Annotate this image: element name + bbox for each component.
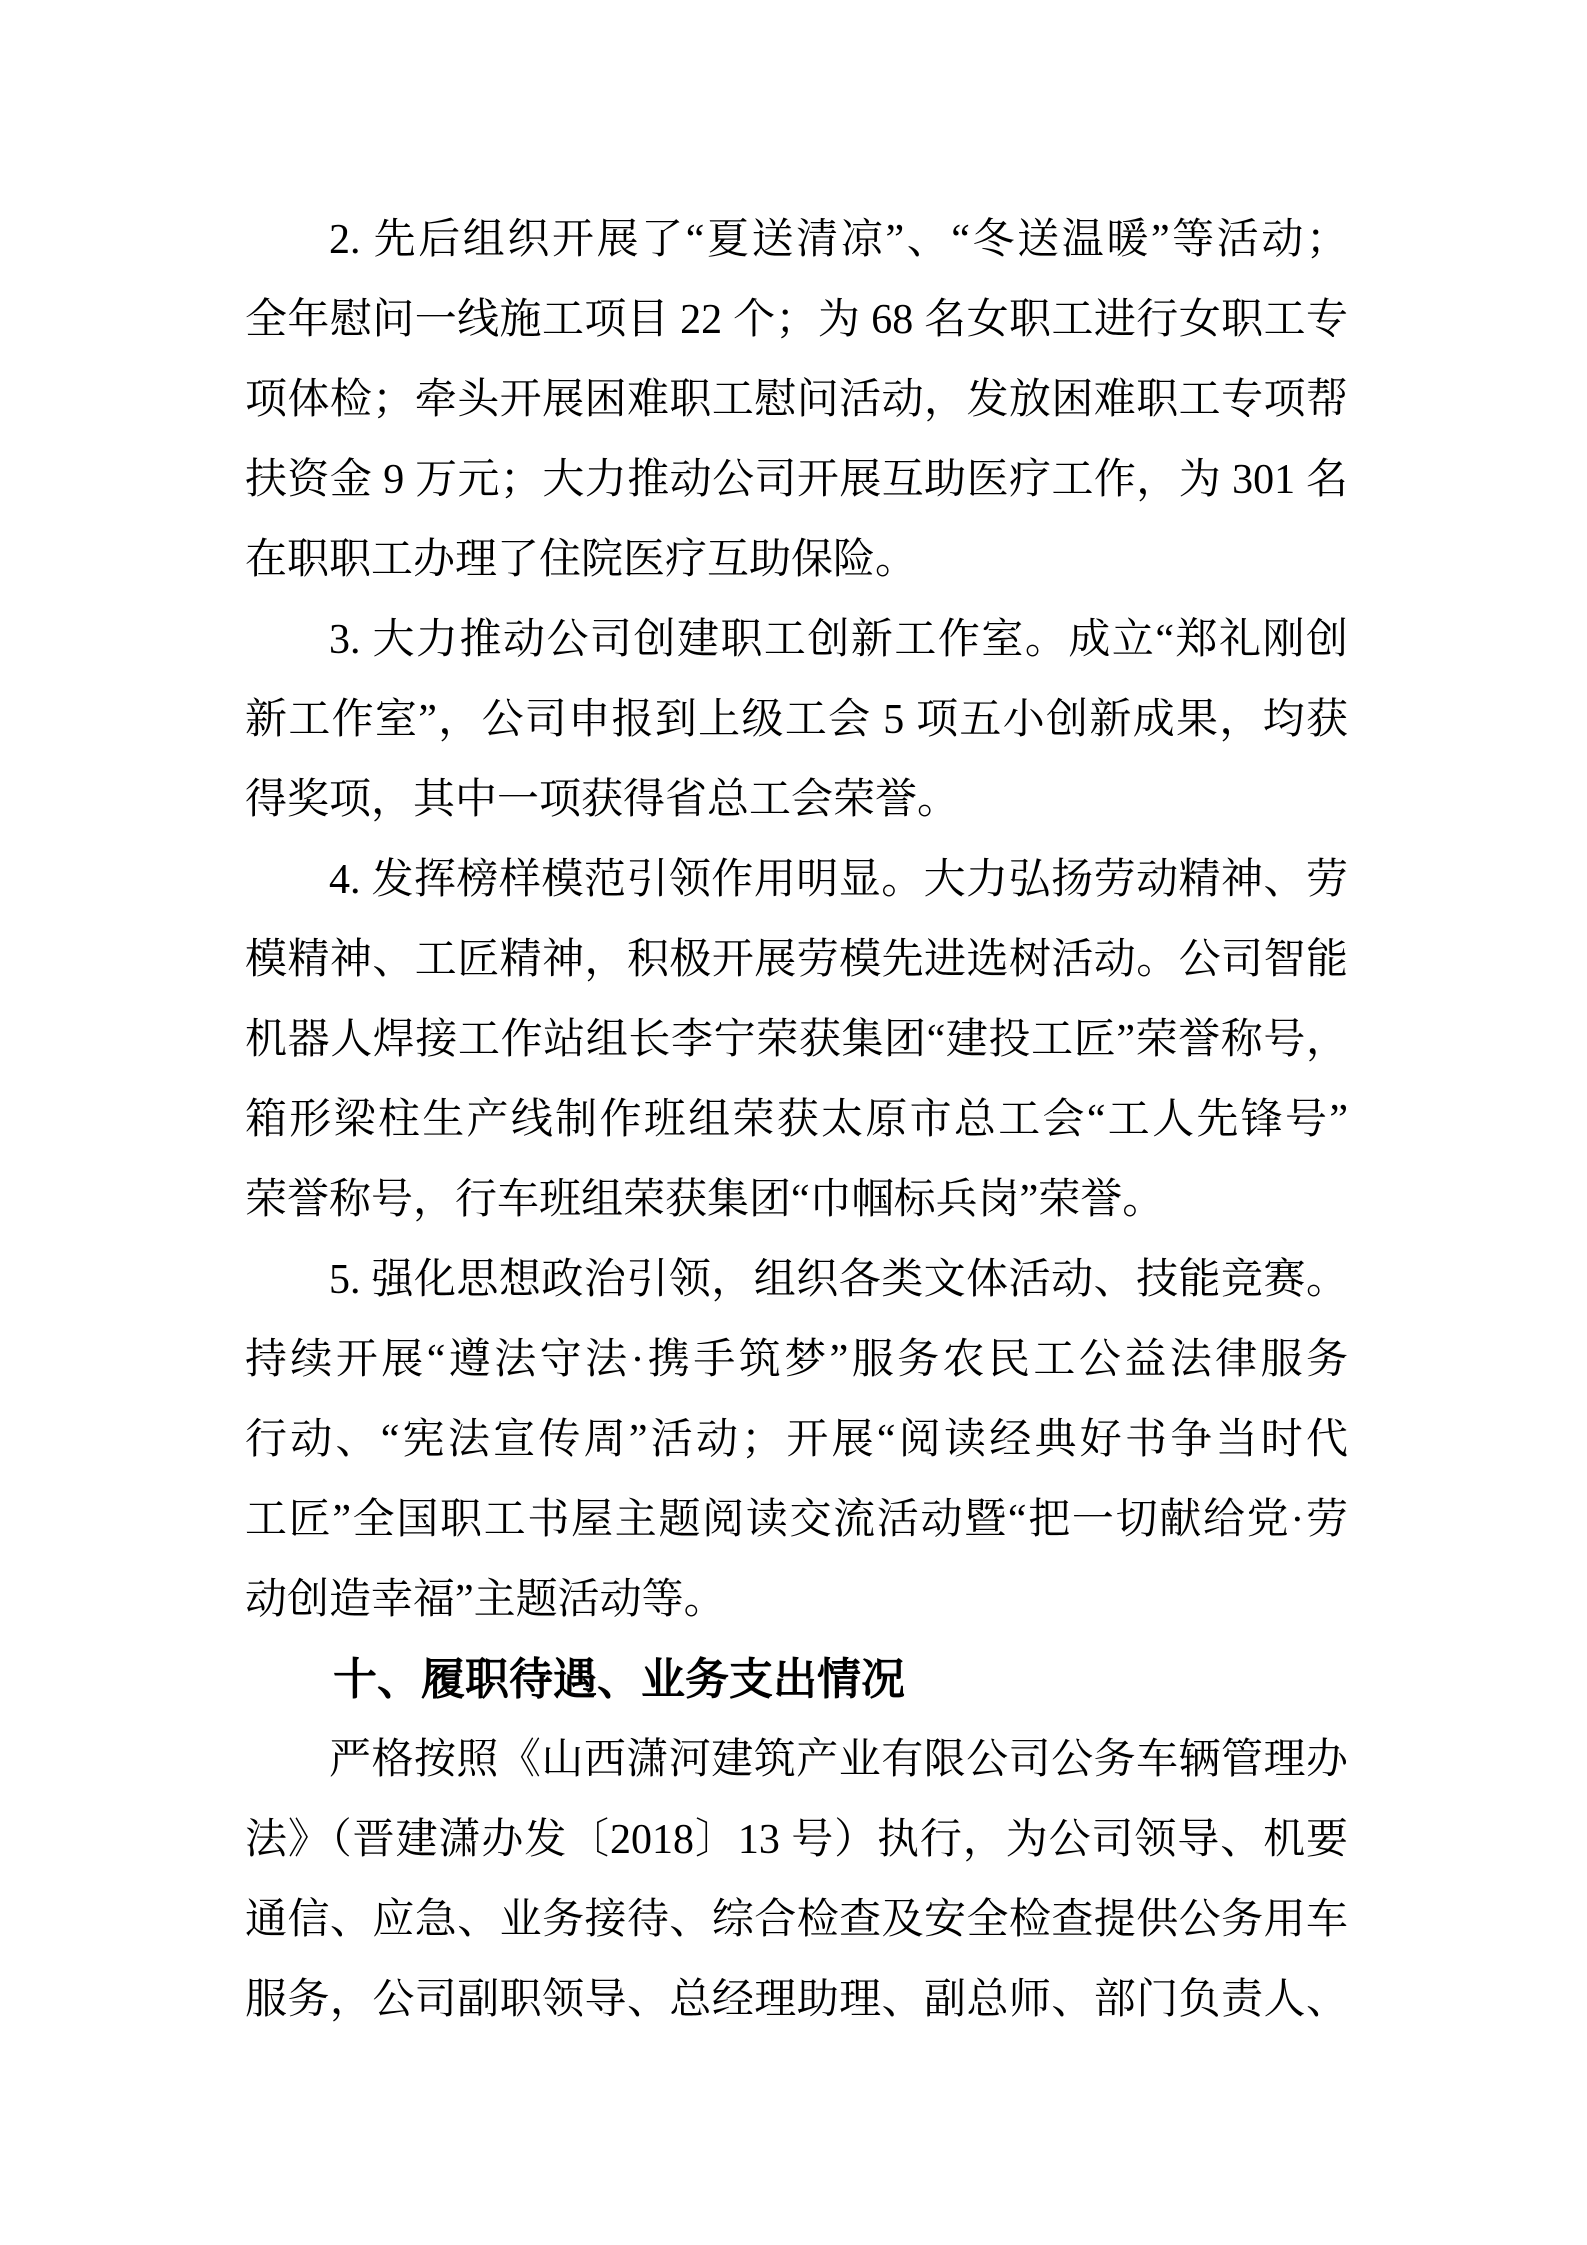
text-line: 2. 先后组织开展了“夏送清凉”、“冬送温暖”等活动； [329,217,1348,263]
text-line: 在职职工办理了住院医疗互助保险。 [245,537,918,583]
text-line: 持续开展“遵法守法·携手筑梦”服务农民工公益法律服务 [245,1337,1348,1383]
text-line: 得奖项，其中一项获得省总工会荣誉。 [245,777,960,823]
text-line: 全年慰问一线施工项目 22 个；为 68 名女职工进行女职工专 [245,297,1348,343]
document-text-block [245,200,1348,2040]
text-line: 法》（晋建潇办发〔2018〕13 号）执行，为公司领导、机要 [245,1817,1348,1863]
text-line: 新工作室”，公司申报到上级工会 5 项五小创新成果，均获 [245,697,1348,743]
text-line: 4. 发挥榜样模范引领作用明显。大力弘扬劳动精神、劳 [329,857,1348,903]
text-line: 扶资金 9 万元；大力推动公司开展互助医疗工作，为 301 名 [245,457,1348,503]
text-line: 机器人焊接工作站组长李宁荣获集团“建投工匠”荣誉称号， [245,1017,1348,1063]
text-line: 行动、“宪法宣传周”活动；开展“阅读经典好书争当时代 [245,1417,1348,1463]
text-line: 5. 强化思想政治引领，组织各类文体活动、技能竞赛。 [329,1257,1348,1303]
section-heading: 十、履职待遇、业务支出情况 [333,1655,905,1704]
text-line: 项体检；牵头开展困难职工慰问活动，发放困难职工专项帮 [245,377,1348,423]
text-line: 模精神、工匠精神，积极开展劳模先进选树活动。公司智能 [245,937,1348,983]
text-line: 服务，公司副职领导、总经理助理、副总师、部门负责人、 [245,1977,1348,2023]
text-line: 严格按照《山西潇河建筑产业有限公司公务车辆管理办 [329,1737,1348,1783]
text-line: 动创造幸福”主题活动等。 [245,1577,726,1623]
text-line: 工匠”全国职工书屋主题阅读交流活动暨“把一切献给党·劳 [245,1497,1348,1543]
text-line: 箱形梁柱生产线制作班组荣获太原市总工会“工人先锋号” [245,1097,1348,1143]
text-line: 3. 大力推动公司创建职工创新工作室。成立“郑礼刚创 [329,617,1348,663]
text-line: 荣誉称号，行车班组荣获集团“巾帼标兵岗”荣誉。 [245,1177,1165,1223]
text-line: 通信、应急、业务接待、综合检查及安全检查提供公务用车 [245,1897,1348,1943]
